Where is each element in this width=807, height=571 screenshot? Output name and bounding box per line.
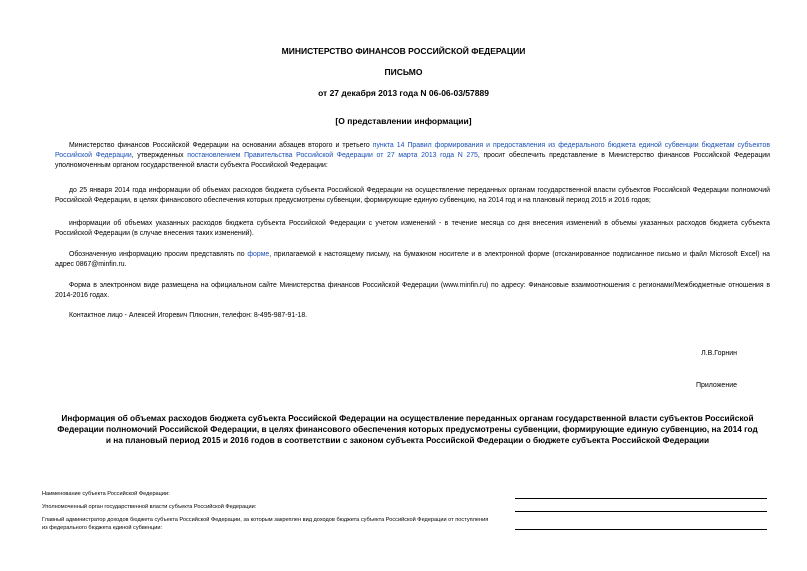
signature: Л.В.Горнин (701, 350, 737, 357)
appendix-title: Информация об объемах расходов бюджета субъекта Российской Федерации на осуществление переданных органам государственной власти субъектов Российской Федерации полномочий Российской Федерации, в целях финансового обеспечения которых предусмотрены субвенции, формирующие единую субвенцию, на 2014 год и на плановый период 2015 и 2016 годов в соответствии с законом субъекта Российской Федерации о бюджете субъекта Российской Федерации (57, 413, 758, 445)
paragraph-changes (55, 219, 770, 239)
link-rules[interactable]: Правил формирования и предоставления из федерального бюджета единой субвенции бюджетам субъектов Российской Федерации (55, 142, 770, 159)
document-subject: [О представлении информации] (335, 116, 472, 126)
intro-text-d: , просит обеспечить представление в Министерство финансов Российской Федерации уполномоченным органом государственной власти субъекта Российской Федерации: (55, 152, 770, 169)
field-label-chief-administrator: Главный администратор доходов бюджета субъекта Российской Федерации, за которым закреплен вид доходов бюджета субъекта Российской Федерации от поступления из федерального бюджета единой субвенции: (42, 517, 489, 531)
deadline-text: до 25 января 2014 года информации об объемах расходов бюджета субъекта Российской Федерации на осуществление переданных органам государственной власти субъектов Российской Федерации полномочий Российской Федерации, в целях финансового обеспечения которых предусмотрены субвенции, формирующие единую субвенцию, на 2014 год и на плановый период 2015 и 2016 годов; (55, 187, 770, 204)
field-line-subject-name (515, 498, 767, 499)
document-type: ПИСЬМО (384, 67, 423, 77)
contact-text: Контактное лицо - Алексей Игоревич Плюснин, телефон: 8-495-987-91-18. (69, 312, 308, 319)
paragraph-intro (55, 141, 770, 171)
field-label-subject-name: Наименование субъекта Российской Федерации: (42, 491, 170, 497)
link-form[interactable]: форме (247, 251, 270, 258)
paragraph-contact (55, 311, 770, 321)
website-text: Форма в электронном виде размещена на официальном сайте Министерства финансов Российской Федерации (www.minfin.ru) по адресу: Финансовые взаимоотношения с регионами/Межбюджетные отношения в 2014-2016 годах. (55, 282, 770, 299)
form-request-text-b: , прилагаемой к настоящему письму, на бумажном носителе и в электронной форме (отсканированное подписанное письмо и файл Microsoft Excel) на адрес 0867@minfin.ru. (55, 251, 770, 268)
changes-text: информации об объемах указанных расходов бюджета субъекта Российской Федерации с учетом изменений - в течение месяца со дня внесения изменений в объемы указанных расходов бюджета субъекта Российской Федерации (в случае внесения таких изменений). (55, 220, 770, 237)
link-government-decree[interactable]: постановлением Правительства Российской Федерации от 27 марта 2013 года N 275 (187, 152, 478, 159)
paragraph-website (55, 281, 770, 301)
appendix-label: Приложение (695, 382, 737, 389)
link-punkt-14[interactable]: пункта 14 (372, 142, 405, 149)
document-date-number: от 27 декабря 2013 года N 06-06-03/57889 (318, 88, 489, 98)
paragraph-deadline (55, 186, 770, 206)
intro-text-a: Министерство финансов Российской Федерации на основании абзацев второго и третьего (69, 142, 373, 149)
intro-text-c: , утвержденных (131, 152, 188, 159)
form-request-text-a: Обозначенную информацию просим представлять по (69, 251, 248, 258)
paragraph-form-request (55, 250, 770, 270)
field-line-chief-administrator (515, 529, 767, 530)
field-line-authorized-body (515, 511, 767, 512)
ministry-title: МИНИСТЕРСТВО ФИНАНСОВ РОССИЙСКОЙ ФЕДЕРАЦИИ (281, 46, 526, 56)
field-label-authorized-body: Уполномоченный орган государственной власти субъекта Российской Федерации: (42, 504, 257, 510)
